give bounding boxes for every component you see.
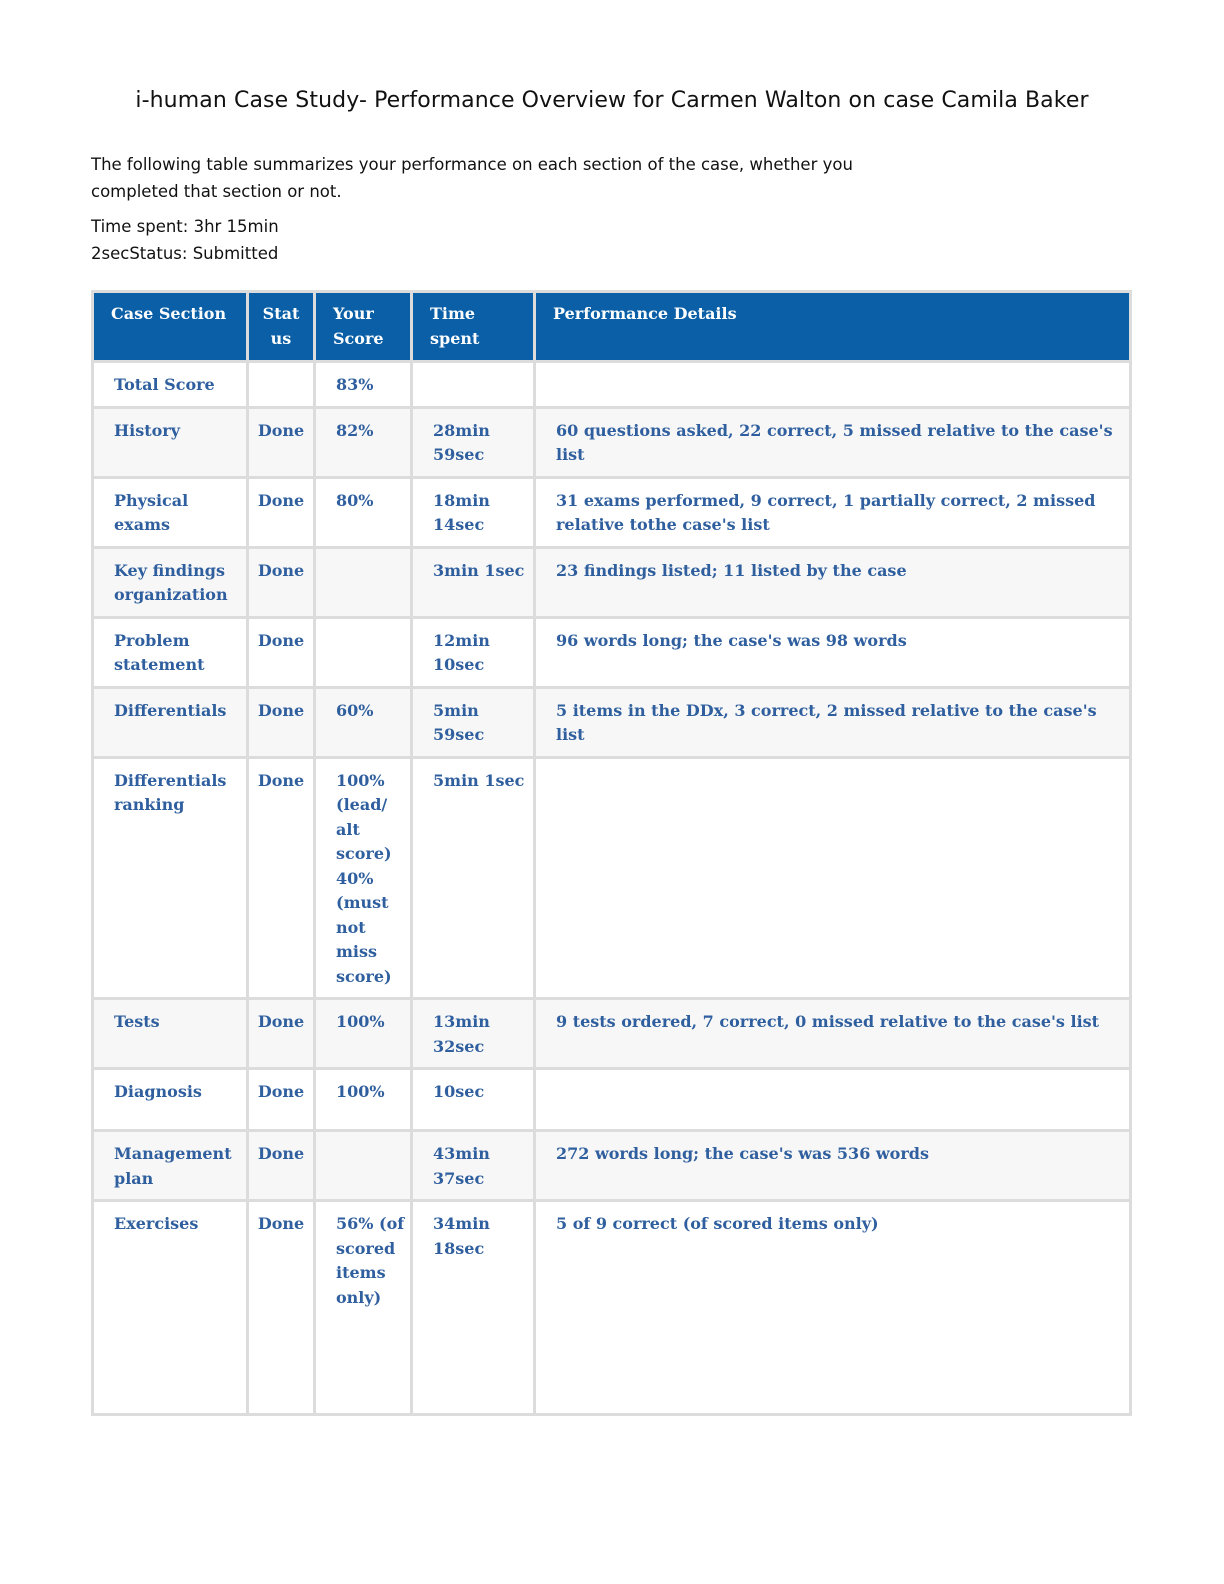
cell-performance-details: 31 exams performed, 9 correct, 1 partially correct, 2 missed relative tothe case's list bbox=[535, 477, 1131, 547]
header-score-line2: Score bbox=[333, 328, 384, 348]
cell-score: 80% bbox=[315, 477, 412, 547]
cell-case-section: Management plan bbox=[93, 1131, 248, 1201]
cell-score: 60% bbox=[315, 687, 412, 757]
cell-score: 100% (lead/ alt score) 40% (must not miss score) bbox=[315, 757, 412, 999]
cell-time-spent: 18min 14sec bbox=[412, 477, 535, 547]
cell-time-spent: 43min 37sec bbox=[412, 1131, 535, 1201]
table-body bbox=[93, 362, 1131, 1415]
cell-performance-details: 9 tests ordered, 7 correct, 0 missed relative to the case's list bbox=[535, 999, 1131, 1069]
cell-time-spent: 13min 32sec bbox=[412, 999, 535, 1069]
cell-performance-details bbox=[535, 757, 1131, 999]
status-line: 2secStatus: Submitted bbox=[91, 244, 279, 263]
table-header-row bbox=[93, 292, 1131, 362]
table-row bbox=[93, 757, 1131, 999]
cell-performance-details bbox=[535, 1069, 1131, 1131]
cell-time-spent bbox=[412, 362, 535, 408]
table-row bbox=[93, 1069, 1131, 1131]
cell-status: Done bbox=[248, 407, 315, 477]
performance-table bbox=[91, 290, 1132, 1416]
cell-status: Done bbox=[248, 757, 315, 999]
cell-performance-details: 5 of 9 correct (of scored items only) bbox=[535, 1201, 1131, 1415]
time-spent-line: Time spent: 3hr 15min bbox=[91, 217, 279, 236]
cell-score bbox=[315, 617, 412, 687]
cell-time-spent: 5min 1sec bbox=[412, 757, 535, 999]
cell-case-section: Problem statement bbox=[93, 617, 248, 687]
header-status bbox=[248, 292, 315, 362]
cell-case-section: Total Score bbox=[93, 362, 248, 408]
table-row bbox=[93, 362, 1131, 408]
cell-status: Done bbox=[248, 1201, 315, 1415]
cell-case-section: Tests bbox=[93, 999, 248, 1069]
cell-time-spent: 28min 59sec bbox=[412, 407, 535, 477]
table-row bbox=[93, 547, 1131, 617]
header-performance-details: Performance Details bbox=[535, 292, 1131, 362]
cell-status: Done bbox=[248, 999, 315, 1069]
cell-status: Done bbox=[248, 477, 315, 547]
cell-status: Done bbox=[248, 1069, 315, 1131]
cell-performance-details: 272 words long; the case's was 536 words bbox=[535, 1131, 1131, 1201]
header-score-line1: Your bbox=[333, 304, 374, 323]
cell-performance-details: 60 questions asked, 22 correct, 5 missed relative to the case's list bbox=[535, 407, 1131, 477]
cell-case-section: Key findings organization bbox=[93, 547, 248, 617]
cell-score: 56% (of scored items only) bbox=[315, 1201, 412, 1415]
cell-time-spent: 5min 59sec bbox=[412, 687, 535, 757]
page-title: i-human Case Study- Performance Overview for Carmen Walton on case Camila Baker bbox=[135, 88, 1089, 113]
table-row bbox=[93, 617, 1131, 687]
cell-score bbox=[315, 1131, 412, 1201]
cell-case-section: Exercises bbox=[93, 1201, 248, 1415]
cell-case-section: Physical exams bbox=[93, 477, 248, 547]
cell-performance-details: 96 words long; the case's was 98 words bbox=[535, 617, 1131, 687]
cell-performance-details bbox=[535, 362, 1131, 408]
table-row bbox=[93, 999, 1131, 1069]
table-row bbox=[93, 407, 1131, 477]
cell-case-section: Differentials bbox=[93, 687, 248, 757]
cell-time-spent: 10sec bbox=[412, 1069, 535, 1131]
cell-score: 100% bbox=[315, 1069, 412, 1131]
table-row bbox=[93, 1201, 1131, 1415]
intro-paragraph: The following table summarizes your performance on each section of the case, whether you completed that section or not. bbox=[91, 155, 853, 201]
cell-status: Done bbox=[248, 617, 315, 687]
cell-performance-details: 23 findings listed; 11 listed by the case bbox=[535, 547, 1131, 617]
table-row bbox=[93, 687, 1131, 757]
cell-case-section: History bbox=[93, 407, 248, 477]
cell-status: Done bbox=[248, 1131, 315, 1201]
cell-time-spent: 34min 18sec bbox=[412, 1201, 535, 1415]
cell-time-spent: 3min 1sec bbox=[412, 547, 535, 617]
table-row bbox=[93, 1131, 1131, 1201]
header-time-spent: Time spent bbox=[412, 292, 535, 362]
cell-case-section: Diagnosis bbox=[93, 1069, 248, 1131]
table-row bbox=[93, 477, 1131, 547]
header-status-line1: Stat bbox=[262, 304, 300, 323]
cell-performance-details: 5 items in the DDx, 3 correct, 2 missed relative to the case's list bbox=[535, 687, 1131, 757]
cell-status bbox=[248, 362, 315, 408]
cell-score: 83% bbox=[315, 362, 412, 408]
cell-time-spent: 12min 10sec bbox=[412, 617, 535, 687]
cell-score: 82% bbox=[315, 407, 412, 477]
cell-status: Done bbox=[248, 547, 315, 617]
cell-status: Done bbox=[248, 687, 315, 757]
cell-score bbox=[315, 547, 412, 617]
header-your-score bbox=[315, 292, 412, 362]
header-status-line2: us bbox=[270, 328, 292, 348]
cell-case-section: Differentials ranking bbox=[93, 757, 248, 999]
header-case-section: Case Section bbox=[93, 292, 248, 362]
cell-score: 100% bbox=[315, 999, 412, 1069]
